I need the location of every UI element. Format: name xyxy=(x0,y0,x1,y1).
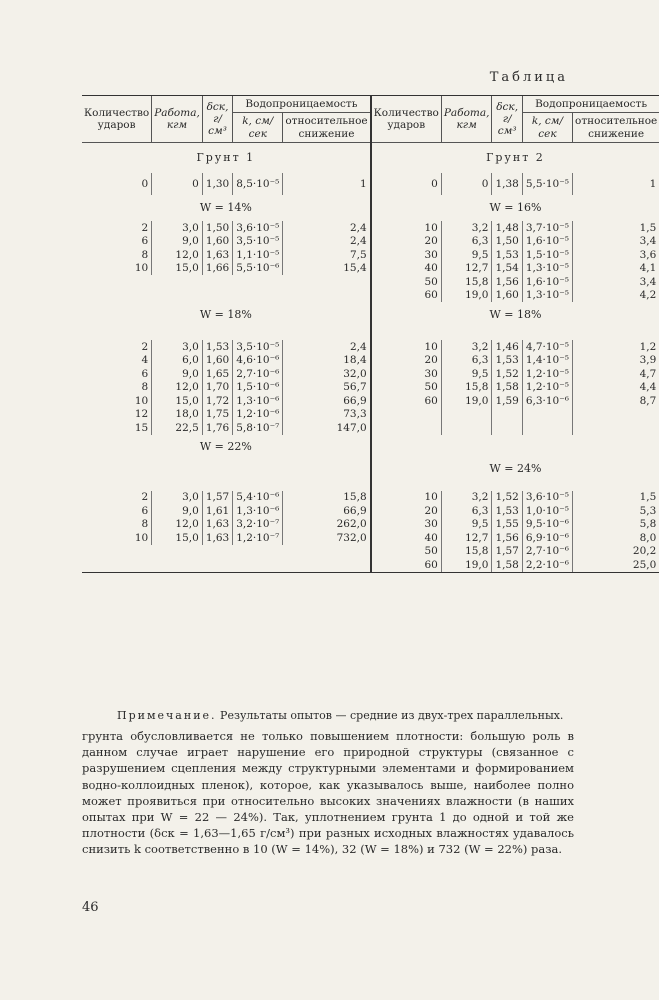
cell: 1,56 xyxy=(492,531,522,545)
cell: 15,8 xyxy=(441,545,492,559)
cell: 19,0 xyxy=(441,289,492,303)
cell: 9,5 xyxy=(441,248,492,262)
cell: 9,0 xyxy=(152,367,203,381)
g2-initial-work: 0 xyxy=(441,173,492,195)
cell: 20 xyxy=(371,354,442,368)
cell: 5,3 xyxy=(573,504,659,518)
cell: 19,0 xyxy=(441,558,492,572)
cell: 1,2 xyxy=(573,340,659,354)
table-row xyxy=(82,531,659,545)
header-density-2: δск, г/см³ xyxy=(492,96,522,143)
cell: 12,0 xyxy=(152,248,203,262)
note-label: Примечание. xyxy=(117,709,217,722)
cell: 262,0 xyxy=(283,518,371,532)
cell: 2 xyxy=(141,340,149,353)
cell: 19,0 xyxy=(441,394,492,408)
cell: 1,48 xyxy=(492,221,522,235)
cell: 1,72 xyxy=(202,394,232,408)
header-permeability: Водопроницаемость xyxy=(233,96,371,113)
cell: 20,2 xyxy=(573,545,659,559)
cell: 12,0 xyxy=(152,518,203,532)
cell: 1,70 xyxy=(202,381,232,395)
cell: 22,5 xyxy=(152,421,203,435)
ground1-title: Грунт 1 xyxy=(196,150,256,164)
table-row xyxy=(82,421,659,435)
cell: 1,2·10⁻⁶ xyxy=(233,408,283,422)
cell: 73,3 xyxy=(283,408,371,422)
cell: 9,0 xyxy=(152,504,203,518)
cell: 15,4 xyxy=(283,262,371,276)
table-row xyxy=(82,545,659,559)
header-k-2: k, см/сек xyxy=(522,113,572,143)
cell: 1,65 xyxy=(202,367,232,381)
header-count: Количество ударов xyxy=(82,96,152,143)
cell: 12,0 xyxy=(152,381,203,395)
cell: 1,5 xyxy=(573,491,659,505)
cell: 2,2·10⁻⁶ xyxy=(522,558,572,572)
cell: 6,3 xyxy=(441,504,492,518)
header-count-2: Количество ударов xyxy=(371,96,442,143)
header-density: δск, г/см³ xyxy=(202,96,232,143)
cell: 2,4 xyxy=(283,235,371,249)
cell: 9,0 xyxy=(152,235,203,249)
g2-w24-label: W = 24% xyxy=(371,461,659,479)
cell: 1,2·10⁻⁷ xyxy=(233,531,283,545)
cell: 1,3·10⁻⁶ xyxy=(233,504,283,518)
cell: 3,4 xyxy=(573,275,659,289)
cell: 1,52 xyxy=(492,491,522,505)
cell: 3,2 xyxy=(441,340,492,354)
table-row xyxy=(82,394,659,408)
cell: 18,4 xyxy=(283,354,371,368)
cell: 2,4 xyxy=(283,340,371,354)
table-row xyxy=(82,248,659,262)
cell: 1,58 xyxy=(492,381,522,395)
cell: 1,1·10⁻⁵ xyxy=(233,248,283,262)
g1-initial-density: 1,30 xyxy=(202,173,232,195)
cell: 5,4·10⁻⁶ xyxy=(233,491,283,505)
cell: 10 xyxy=(371,340,442,354)
table-body xyxy=(82,143,659,573)
cell: 40 xyxy=(371,531,442,545)
cell: 1,54 xyxy=(492,262,522,276)
table-row xyxy=(82,518,659,532)
cell: 1,57 xyxy=(492,545,522,559)
cell: 40 xyxy=(371,262,442,276)
cell: 15,0 xyxy=(152,531,203,545)
cell: 732,0 xyxy=(283,531,371,545)
cell: 15,0 xyxy=(152,262,203,276)
cell: 66,9 xyxy=(283,504,371,518)
cell: 8 xyxy=(141,381,149,394)
cell: 8 xyxy=(141,518,149,531)
cell: 1,2·10⁻⁵ xyxy=(522,367,572,381)
cell: 8,7 xyxy=(573,394,659,408)
cell: 1,60 xyxy=(492,289,522,303)
cell: 1,46 xyxy=(492,340,522,354)
cell: 147,0 xyxy=(283,421,371,435)
cell: 4,1 xyxy=(573,262,659,276)
cell: 10 xyxy=(371,491,442,505)
table-row xyxy=(82,491,659,505)
cell: 4,2 xyxy=(573,289,659,303)
cell: 5,8 xyxy=(573,518,659,532)
header-permeability-2: Водопроницаемость xyxy=(522,96,659,113)
cell: 1,60 xyxy=(202,354,232,368)
table-row xyxy=(82,262,659,276)
header-relative: относительное снижение xyxy=(283,113,371,143)
table-row xyxy=(82,408,659,422)
cell: 8,0 xyxy=(573,531,659,545)
table-row xyxy=(82,275,659,289)
cell: 3,0 xyxy=(152,221,203,235)
table-row xyxy=(82,173,659,195)
cell: 9,5 xyxy=(441,367,492,381)
cell: 1,3·10⁻⁵ xyxy=(522,262,572,276)
cell: 30 xyxy=(371,248,442,262)
cell: 3,7·10⁻⁵ xyxy=(522,221,572,235)
table-row xyxy=(82,381,659,395)
permeability-table xyxy=(82,95,659,573)
cell: 12,7 xyxy=(441,531,492,545)
cell: 1,56 xyxy=(492,275,522,289)
cell: 8 xyxy=(141,248,149,261)
cell: 1,53 xyxy=(492,248,522,262)
g2-w18-label: W = 18% xyxy=(371,302,659,328)
cell: 3,5·10⁻⁵ xyxy=(233,340,283,354)
cell: 1,66 xyxy=(202,262,232,276)
cell: 1,50 xyxy=(492,235,522,249)
cell: 10 xyxy=(134,394,149,407)
cell: 1,53 xyxy=(492,354,522,368)
cell: 2 xyxy=(141,221,149,234)
cell: 1,57 xyxy=(202,491,232,505)
cell: 30 xyxy=(371,518,442,532)
cell: 3,4 xyxy=(573,235,659,249)
cell: 1,63 xyxy=(202,248,232,262)
cell: 15,0 xyxy=(152,394,203,408)
cell: 1,63 xyxy=(202,531,232,545)
g1-initial-count: 0 xyxy=(141,177,149,190)
cell: 5,8·10⁻⁷ xyxy=(233,421,283,435)
note-text: Результаты опытов — средние из двух-трех параллельных. xyxy=(220,709,564,722)
cell: 6,3·10⁻⁶ xyxy=(522,394,572,408)
cell: 1,63 xyxy=(202,518,232,532)
cell: 25,0 xyxy=(573,558,659,572)
g2-initial-k: 5,5·10⁻⁵ xyxy=(522,173,572,195)
table-row xyxy=(82,354,659,368)
cell: 9,5 xyxy=(441,518,492,532)
cell: 6,0 xyxy=(152,354,203,368)
cell: 1,52 xyxy=(492,367,522,381)
cell: 2 xyxy=(141,491,149,504)
table-row xyxy=(82,340,659,354)
table-row xyxy=(82,367,659,381)
cell: 10 xyxy=(134,262,149,275)
cell: 1,75 xyxy=(202,408,232,422)
g2-initial-count: 0 xyxy=(371,173,442,195)
table-row xyxy=(82,558,659,572)
cell: 1,0·10⁻⁵ xyxy=(522,504,572,518)
cell: 1,61 xyxy=(202,504,232,518)
cell: 4 xyxy=(141,354,149,367)
cell: 10 xyxy=(371,221,442,235)
body-paragraph: грунта обусловливается не только повышением плотности: большую роль в данном случае играет нарушение его природной структуры (связанное с разрушением сцепления между структурными элементами и формированием водно-коллоидных пленок), которое, как указывалось выше, наиболее полно может проявиться при относительно высоких значениях влажности (в наших опытах при W = 22 — 24%). Так, уплотнением грунта 1 до одной и той же плотности (δск = 1,63—1,65 г/см³) при разных исходных влажностях удавалось снизить k соответственно в 10 (W = 14%), 32 (W = 18%) и 732 (W = 22%) раза. xyxy=(82,729,574,857)
cell: 10 xyxy=(134,531,149,544)
cell: 1,4·10⁻⁵ xyxy=(522,354,572,368)
g2-initial-density: 1,38 xyxy=(492,173,522,195)
cell: 9,5·10⁻⁶ xyxy=(522,518,572,532)
cell: 3,0 xyxy=(152,491,203,505)
cell: 6 xyxy=(141,504,149,517)
cell: 7,5 xyxy=(283,248,371,262)
cell: 1,5·10⁻⁵ xyxy=(522,248,572,262)
header-relative-2: относительное снижение xyxy=(573,113,659,143)
cell: 12,7 xyxy=(441,262,492,276)
cell: 60 xyxy=(371,394,442,408)
cell: 15,8 xyxy=(441,381,492,395)
cell: 1,3·10⁻⁵ xyxy=(522,289,572,303)
cell: 1,55 xyxy=(492,518,522,532)
cell: 3,9 xyxy=(573,354,659,368)
g1-initial-work: 0 xyxy=(152,173,203,195)
cell: 3,2 xyxy=(441,221,492,235)
cell: 1,53 xyxy=(492,504,522,518)
cell: 3,6·10⁻⁵ xyxy=(233,221,283,235)
table-caption: Таблица xyxy=(489,70,568,85)
cell: 66,9 xyxy=(283,394,371,408)
cell: 15,8 xyxy=(441,275,492,289)
cell: 1,5·10⁻⁶ xyxy=(233,381,283,395)
g1-initial-rel: 1 xyxy=(283,173,371,195)
cell: 4,7 xyxy=(573,367,659,381)
cell: 6 xyxy=(141,367,149,380)
cell: 2,7·10⁻⁶ xyxy=(233,367,283,381)
header-work-2: Работа, кгм xyxy=(441,96,492,143)
cell: 1,50 xyxy=(202,221,232,235)
cell: 1,58 xyxy=(492,558,522,572)
cell: 3,6·10⁻⁵ xyxy=(522,491,572,505)
cell: 50 xyxy=(371,275,442,289)
g1-initial-k: 8,5·10⁻⁵ xyxy=(233,173,283,195)
cell: 2,7·10⁻⁶ xyxy=(522,545,572,559)
g1-w18-label: W = 18% xyxy=(199,307,252,321)
header-k: k, см/сек xyxy=(233,113,283,143)
cell: 50 xyxy=(371,545,442,559)
g1-w14-label: W = 14% xyxy=(199,200,252,214)
cell: 6,9·10⁻⁶ xyxy=(522,531,572,545)
cell: 4,6·10⁻⁶ xyxy=(233,354,283,368)
cell: 1,3·10⁻⁶ xyxy=(233,394,283,408)
table-row xyxy=(82,504,659,518)
cell: 1,6·10⁻⁵ xyxy=(522,235,572,249)
cell: 3,2 xyxy=(441,491,492,505)
cell: 3,5·10⁻⁵ xyxy=(233,235,283,249)
table-row xyxy=(82,289,659,303)
ground2-title: Грунт 2 xyxy=(371,143,659,174)
cell: 60 xyxy=(371,558,442,572)
cell: 1,76 xyxy=(202,421,232,435)
cell: 6,3 xyxy=(441,235,492,249)
g2-initial-rel: 1 xyxy=(573,173,659,195)
cell: 60 xyxy=(371,289,442,303)
cell: 20 xyxy=(371,235,442,249)
header-work: Работа, кгм xyxy=(152,96,203,143)
page-number: 46 xyxy=(82,900,99,915)
cell: 1,5 xyxy=(573,221,659,235)
cell: 5,5·10⁻⁶ xyxy=(233,262,283,276)
cell: 30 xyxy=(371,367,442,381)
cell: 3,6 xyxy=(573,248,659,262)
cell: 1,59 xyxy=(492,394,522,408)
cell: 18,0 xyxy=(152,408,203,422)
cell: 50 xyxy=(371,381,442,395)
cell: 15,8 xyxy=(283,491,371,505)
cell: 6 xyxy=(141,235,149,248)
cell: 1,6·10⁻⁵ xyxy=(522,275,572,289)
cell: 12 xyxy=(134,408,149,421)
cell: 32,0 xyxy=(283,367,371,381)
cell: 3,0 xyxy=(152,340,203,354)
cell: 4,7·10⁻⁵ xyxy=(522,340,572,354)
cell: 4,4 xyxy=(573,381,659,395)
cell: 1,53 xyxy=(202,340,232,354)
cell: 20 xyxy=(371,504,442,518)
table-row xyxy=(82,221,659,235)
cell: 56,7 xyxy=(283,381,371,395)
cell: 1,2·10⁻⁵ xyxy=(522,381,572,395)
cell: 15 xyxy=(134,421,149,434)
cell: 3,2·10⁻⁷ xyxy=(233,518,283,532)
cell: 6,3 xyxy=(441,354,492,368)
g2-w16-label: W = 16% xyxy=(371,195,659,221)
table-row xyxy=(82,235,659,249)
cell: 2,4 xyxy=(283,221,371,235)
g1-w22-label: W = 22% xyxy=(199,440,252,454)
cell: 1,60 xyxy=(202,235,232,249)
table-note xyxy=(117,709,563,722)
